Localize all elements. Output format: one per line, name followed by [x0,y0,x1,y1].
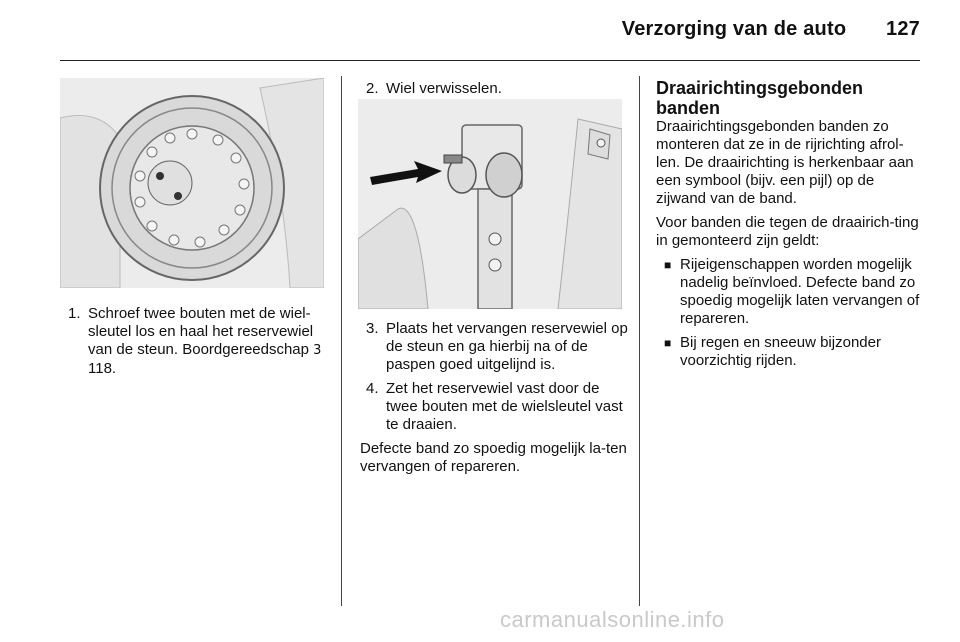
paragraph: Draairichtingsgebonden banden zo monteren dat ze in de rijrichting afrol-len. De draairichting is herkenbaar aan een symbool (bijv. een pijl) op de zijwand van de band. [656,118,914,207]
bullet-item [656,256,924,328]
step-number: 2. [366,80,379,97]
paragraph: Defecte band zo spoedig mogelijk la-ten vervangen of repareren. [360,440,627,475]
step-item [360,380,630,434]
bullet-text: Rijeigenschappen worden mogelijk nadelig beïnvloed. Defecte band zo spoedig mogelijk laten vervangen of repareren. [680,256,920,327]
step-item [360,80,628,98]
bullet-item [656,334,924,370]
page-reference[interactable]: 118. [88,360,117,377]
bullet-text: Bij regen en sneeuw bijzonder voorzichtig rijden. [680,334,881,369]
step-text: Schroef twee bouten met de wiel-sleutel los en haal het reservewiel van de steun. Boordgereedschap [88,305,314,358]
spare-wheel-illustration [60,78,324,288]
column-3-text [656,78,924,376]
column-divider [639,76,640,606]
watermark: carmanualsonline.info [500,607,725,632]
step-number: 4. [366,380,379,397]
column-2-bottom-text [360,320,630,482]
bullet-square-icon: ■ [664,336,672,350]
section-heading: Draairichtingsgebonden banden [656,78,864,118]
column-divider [341,76,342,606]
page-header [622,18,920,41]
reference-arrow-icon: 3 [313,343,322,358]
step-text: Zet het reservewiel vast door de twee bouten met de wielsleutel vast te draaien. [386,380,623,433]
bullet-square-icon: ■ [664,258,672,272]
column-1-text [62,305,326,384]
paragraph: Voor banden die tegen de draairich-ting in gemonteerd zijn geldt: [656,214,919,249]
step-item [62,305,326,378]
step-text: Wiel verwisselen. [386,80,502,97]
step-number: 1. [68,305,81,322]
wheel-mount-illustration [358,99,622,309]
step-item [360,320,630,374]
page-title: Verzorging van de auto [621,18,847,40]
step-number: 3. [366,320,379,337]
header-rule [60,60,920,61]
page-number: 127 [886,18,920,40]
step-text: Plaats het vervangen reservewiel op de steun en ga hierbij na of de paspen goed uitgelijnd is. [386,320,628,373]
